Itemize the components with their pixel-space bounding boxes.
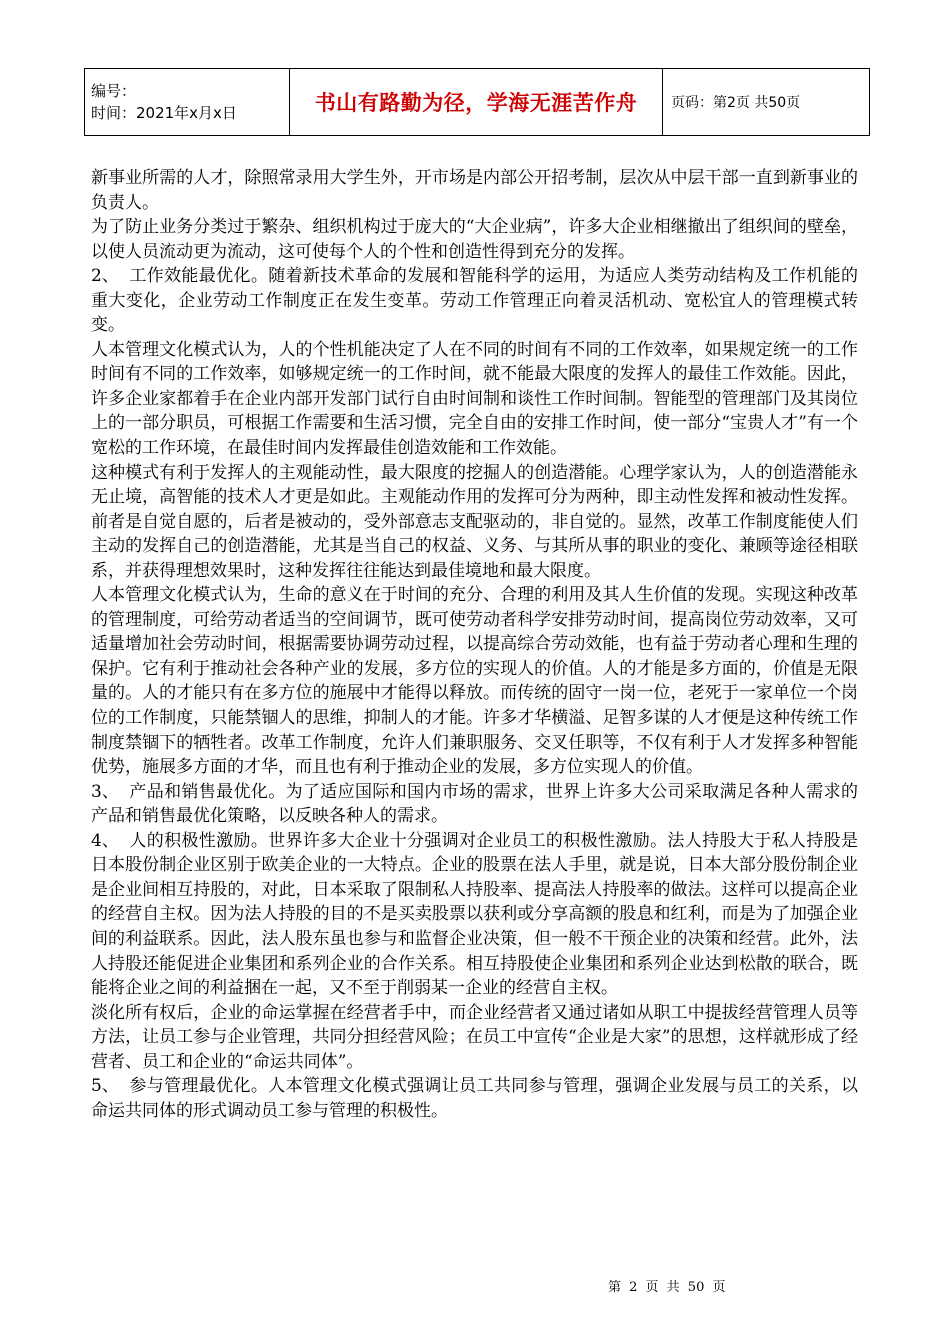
paragraph-number: 2、 [91, 266, 119, 287]
document-body [91, 166, 858, 1123]
paragraph [91, 1001, 858, 1075]
document-time-label: 时间：2021年x月x日 [91, 104, 237, 122]
paragraph-text: 新事业所需的人才，除照常录用大学生外，开市场是内部公开招考制，层次从中层干部一直到新事业的负责人。 [91, 168, 858, 213]
paragraph-text: 参与管理最优化。人本管理文化模式强调让员工共同参与管理，强调企业发展与员工的关系，以命运共同体的形式调动员工参与管理的积极性。 [91, 1076, 858, 1121]
paragraph [91, 780, 858, 829]
paragraph-text: 工作效能最优化。随着新技术革命的发展和智能科学的运用，为适应人类劳动结构及工作机能的重大变化，企业劳动工作制度正在发生变革。劳动工作管理正向着灵活机动、宽松宜人的管理模式转变。 [91, 266, 858, 336]
paragraph [91, 461, 858, 584]
paragraph-text: 人的积极性激励。世界许多大企业十分强调对企业员工的积极性激励。法人持股大于私人持股是日本股份制企业区别于欧美企业的一大特点。企业的股票在法人手里，就是说，日本大部分股份制企业是企业间相互持股的，对此，日本采取了限制私人持股率、提高法人持股率的做法。这样可以提高企业的经营自主权。因为法人持股的目的不是买卖股票以获利或分享高额的股息和红利，而是为了加强企业间的利益联系。因此，法人股东虽也参与和监督企业决策，但一般不干预企业的决策和经营。此外，法人持股还能促进企业集团和系列企业的合作关系。相互持股使企业集团和系列企业达到松散的联合，既能将企业之间的利益捆在一起，又不至于削弱某一企业的经营自主权。 [91, 830, 858, 999]
page-header [84, 68, 870, 136]
paragraph [91, 215, 858, 264]
header-motto: 书山有路勤为径，学海无涯苦作舟 [290, 69, 663, 136]
paragraph-number: 5、 [91, 1076, 119, 1097]
header-meta [85, 69, 290, 136]
header-page-info: 页码：第2页 共50页 [663, 69, 870, 136]
paragraph-text: 产品和销售最优化。为了适应国际和国内市场的需求，世界上许多大公司采取满足各种人需求的产品和销售最优化策略，以反映各种人的需求。 [91, 781, 858, 827]
paragraph [91, 583, 858, 779]
paragraph-number: 4、 [91, 830, 119, 851]
page-footer: 第 2 页 共 50 页 [608, 1280, 726, 1295]
paragraph-text: 淡化所有权后，企业的命运掌握在经营者手中，而企业经营者又通过诸如从职工中提拔经营管理人员等方法，让员工参与企业管理，共同分担经营风险；在员工中宣传“企业是大家”的思想，这样就形成了经营者、员工和企业的“命运共同体”。 [91, 1002, 858, 1072]
paragraph-text: 人本管理文化模式认为，人的个性机能决定了人在不同的时间有不同的工作效率，如果规定统一的工作时间有不同的工作效率，如够规定统一的工作时间，就不能最大限度的发挥人的最佳工作效能。因此，许多企业家都着手在企业内部开发部门试行自由时间制和谈性工作时间制。智能型的管理部门及其岗位上的一部分职员，可根据工作需要和生活习惯，完全自由的安排工作时间，使一部分“宝贵人才”有一个宽松的工作环境，在最佳时间内发挥最佳创造效能和工作效能。 [91, 339, 858, 459]
paragraph [91, 166, 858, 215]
paragraph-number: 3、 [91, 781, 119, 802]
paragraph [91, 338, 858, 461]
paragraph-text: 人本管理文化模式认为，生命的意义在于时间的充分、合理的利用及其人生价值的发现。实现这种改革的管理制度，可给劳动者适当的空间调节，既可使劳动者科学安排劳动时间，提高岗位劳动效率，又可适量增加社会劳动时间，根据需要协调劳动过程，以提高综合劳动效能，也有益于劳动者心理和生理的保护。它有利于推动社会各种产业的发展，多方位的实现人的价值。人的才能是多方面的，价值是无限量的。人的才能只有在多方位的施展中才能得以释放。而传统的固守一岗一位，老死于一家单位一个岗位的工作制度，只能禁锢人的思维，抑制人的才能。许多才华横溢、足智多谋的人才便是这种传统工作制度禁锢下的牺牲者。改革工作制度，允许人们兼职服务、交叉任职等，不仅有利于人才发挥多种智能优势，施展多方面的才华，而且也有利于推动企业的发展，多方位实现人的价值。 [91, 585, 858, 778]
paragraph [91, 1074, 858, 1123]
paragraph [91, 829, 858, 1001]
document-number-label: 编号： [91, 82, 137, 100]
paragraph-text: 为了防止业务分类过于繁杂、组织机构过于庞大的“大企业病”，许多大企业相继撤出了组织间的壁垒，以使人员流动更为流动，这可使每个人的个性和创造性得到充分的发挥。 [91, 217, 858, 262]
paragraph [91, 264, 858, 338]
paragraph-text: 这种模式有利于发挥人的主观能动性，最大限度的挖掘人的创造潜能。心理学家认为，人的创造潜能永无止境，高智能的技术人才更是如此。主观能动作用的发挥可分为两种，即主动性发挥和被动性发挥。前者是自觉自愿的，后者是被动的，受外部意志支配驱动的，非自觉的。显然，改革工作制度能使人们主动的发挥自己的创造潜能，尤其是当自己的权益、义务、与其所从事的职业的变化、兼顾等途径相联系，并获得理想效果时，这种发挥往往能达到最佳境地和最大限度。 [91, 462, 858, 581]
